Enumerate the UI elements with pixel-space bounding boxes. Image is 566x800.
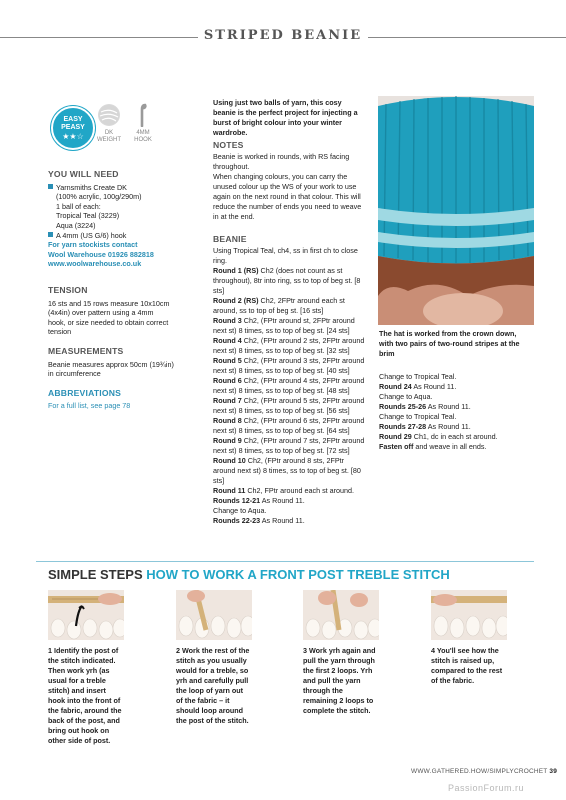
round-3: Round 4 Ch2, (FPtr around 2 sts, 2FPtr around next st) 8 times, ss to top of beg st. [32 sts] xyxy=(213,336,365,355)
you-will-need-heading: YOU WILL NEED xyxy=(48,169,119,179)
cont-1: Round 24 As Round 11. xyxy=(379,382,457,391)
round-7: Round 8 Ch2, (FPtr around 6 sts, 2FPtr around next st) 8 times, ss to top of beg st. [64 sts] xyxy=(213,416,365,435)
yarn-detail: (100% acrylic, 100g/290m) xyxy=(56,192,142,202)
cont-3: Rounds 25-26 As Round 11. xyxy=(379,402,471,411)
round-11: Rounds 12-21 As Round 11. xyxy=(213,496,305,505)
simple-steps-title: HOW TO WORK A FRONT POST TREBLE STITCH xyxy=(146,567,450,582)
colour-2: Aqua (3224) xyxy=(56,220,96,230)
yarn-item: Yarnsmiths Create DK xyxy=(48,183,178,193)
round-2: Round 3 Ch2, (FPtr around st, 2FPtr around next st) 8 times, ss to top of beg st. [24 sts] xyxy=(213,316,355,335)
abbreviations-heading: ABBREVIATIONS xyxy=(48,388,122,398)
hook-size-label: 4MM HOOK xyxy=(134,130,152,143)
beanie-photo xyxy=(378,96,534,325)
cont-7: Fasten off and weave in all ends. xyxy=(379,442,487,451)
yarn-each: 1 ball of each: xyxy=(56,201,101,211)
cont-4: Change to Tropical Teal. xyxy=(379,412,457,421)
round-5: Round 6 Ch2, (FPtr around 4 sts, 2FPtr around next st) 8 times, ss to top of beg st. [48 sts] xyxy=(213,376,365,395)
round-1: Round 2 (RS) Ch2, 2FPtr around each st around, ss to top of beg st. [16 sts] xyxy=(213,296,345,315)
notes-heading: NOTES xyxy=(213,140,244,150)
tension-section xyxy=(48,286,178,337)
continued-rounds xyxy=(379,372,529,452)
measurements-heading: MEASUREMENTS xyxy=(48,346,124,356)
notes-p2: When changing colours, you can carry the unused colour up the WS of your work to use again on the next round in that colour. This will reduce the number of ends you need to weave in at the end. xyxy=(213,172,362,221)
round-12: Change to Aqua. xyxy=(213,506,267,515)
stockists-link[interactable]: www.woolwarehouse.co.uk xyxy=(48,259,142,269)
yarn-weight-label: DK WEIGHT xyxy=(97,130,121,143)
badge-line2: PEASY xyxy=(61,124,85,131)
round-9: Round 10 Ch2, (FPtr around 8 sts, 2FPtr around next st) 8 times, ss to top of beg st. [80 sts] xyxy=(213,456,361,485)
crochet-hook-icon xyxy=(136,103,148,127)
stockists-line2: Wool Warehouse 01926 882818 xyxy=(48,249,154,259)
tension-heading: TENSION xyxy=(48,285,88,295)
rounds-list xyxy=(213,266,365,526)
difficulty-stars: ★★☆ xyxy=(62,132,84,141)
step-2-text: 2 Work the rest of the stitch as you usually would for a treble, so yrh and carefully pull the loop of yarn out of the fabric – it should loop around the post of the stitch. xyxy=(176,646,250,725)
footer-url: WWW.GATHERED.HOW/SIMPLYCROCHET xyxy=(411,768,548,775)
abbreviations-text: For a full list, see page 78 xyxy=(48,400,131,410)
you-will-need-section xyxy=(48,170,178,269)
yarn-ball-icon xyxy=(98,104,120,126)
intro-text: Using just two balls of yarn, this cosy beanie is the perfect project for injecting a burst of bright colour into your winter wardrobe. xyxy=(213,98,358,137)
simple-steps-heading xyxy=(48,567,450,582)
page-title: STRIPED BEANIE xyxy=(0,28,566,43)
abbreviations-section xyxy=(48,389,178,410)
beanie-start: Using Tropical Teal, ch4, ss in first ch to close ring. xyxy=(213,246,358,265)
watermark: PassionForum.ru xyxy=(448,783,525,793)
notes-section xyxy=(213,140,365,222)
hook-item: A 4mm (US G/6) hook xyxy=(48,231,178,241)
tension-text: 16 sts and 15 rows measure 10x10cm (4x4in) over pattern using a 4mm hook, or size needed to obtain correct tension xyxy=(48,298,170,337)
measurements-text: Beanie measures approx 50cm (19¾in) in circumference xyxy=(48,359,174,379)
step-3-text: 3 Work yrh again and pull the yarn through the first 2 loops. Yrh and pull the yarn through the remaining 2 loops to complete the stitch. xyxy=(303,646,376,715)
cont-5: Rounds 27-28 As Round 11. xyxy=(379,422,471,431)
round-6: Round 7 Ch2, (FPtr around 5 sts, 2FPtr around next st) 8 times, ss to top of beg st. [56 sts] xyxy=(213,396,365,415)
round-13: Rounds 22-23 As Round 11. xyxy=(213,516,305,525)
photo-caption: The hat is worked from the crown down, with two pairs of two-round stripes at the brim xyxy=(379,329,520,358)
round-4: Round 5 Ch2, (FPtr around 3 sts, 2FPtr around next st) 8 times, ss to top of beg st. [40 sts] xyxy=(213,356,365,375)
page-number: 39 xyxy=(549,768,558,775)
beanie-heading: BEANIE xyxy=(213,234,247,244)
difficulty-badge xyxy=(51,106,95,150)
badge-line1: EASY xyxy=(63,116,83,123)
notes-p1: Beanie is worked in rounds, with RS facing throughout. xyxy=(213,152,350,171)
measurements-section xyxy=(48,347,178,379)
step-2-photo xyxy=(176,590,252,640)
step-3-photo xyxy=(303,590,379,640)
beanie-section xyxy=(213,234,365,526)
step-1-photo xyxy=(48,590,124,640)
step-1-text: 1 Identify the post of the stitch indicated. Then work yrh (as usual for a treble stitch) and insert hook into the front of the fabric, around the back of the post, and bring out hook on other side of post. xyxy=(48,646,122,745)
colour-1: Tropical Teal (3229) xyxy=(56,211,120,221)
cont-0: Change to Tropical Teal. xyxy=(379,372,457,381)
stockists-line1: For yarn stockists contact xyxy=(48,240,138,250)
round-8: Round 9 Ch2, (FPtr around 7 sts, 2FPtr around next st) 8 times, ss to top of beg st. [72 sts] xyxy=(213,436,365,455)
step-4-photo xyxy=(431,590,507,640)
round-10: Round 11 Ch2, FPtr around each st around. xyxy=(213,486,355,495)
cont-2: Change to Aqua. xyxy=(379,392,433,401)
cont-6: Round 29 Ch1, dc in each st around. xyxy=(379,432,498,441)
round-0: Round 1 (RS) Ch2 (does not count as st throughout), 8tr into ring, ss to top of beg st. [8 sts] xyxy=(213,266,361,295)
page-footer xyxy=(411,768,557,775)
simple-steps-label: SIMPLE STEPS xyxy=(48,567,143,582)
step-4-text: 4 You'll see how the stitch is raised up, compared to the rest of the fabric. xyxy=(431,646,503,685)
